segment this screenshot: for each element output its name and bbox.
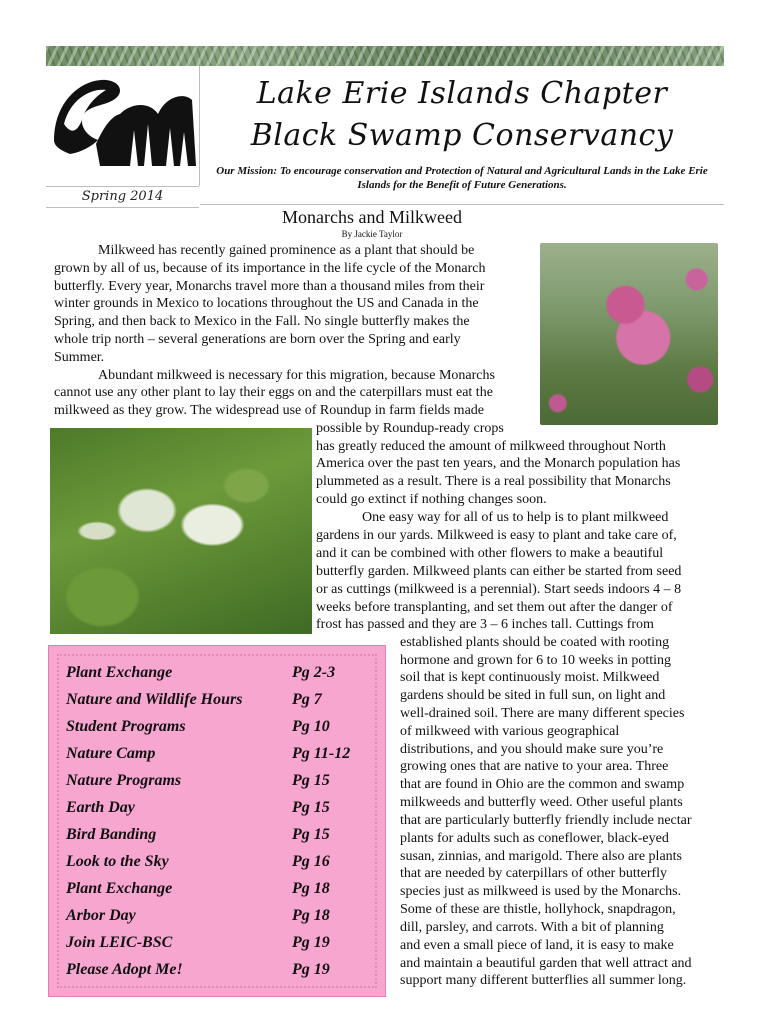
contents-item-label: Nature Camp bbox=[66, 745, 156, 762]
chapter-title: Lake Erie Islands Chapter bbox=[256, 76, 668, 111]
logo bbox=[46, 66, 200, 186]
contents-item-label: Arbor Day bbox=[66, 907, 136, 924]
article-line: milkweeds and butterfly weed. Other useful plants bbox=[400, 795, 683, 810]
contents-item-label: Join LEIC-BSC bbox=[66, 934, 173, 951]
season-label: Spring 2014 bbox=[46, 186, 199, 208]
contents-item-page: Pg 19 bbox=[292, 934, 330, 951]
contents-item[interactable] bbox=[66, 772, 366, 790]
contents-item-page: Pg 15 bbox=[292, 826, 330, 843]
contents-item-label: Nature Programs bbox=[66, 772, 182, 789]
article-title: Monarchs and Milkweed bbox=[282, 207, 462, 227]
article-line: Spring, and then back to Mexico in the Fall. No single butterfly makes the bbox=[54, 314, 470, 329]
article-byline: By Jackie Taylor bbox=[341, 229, 403, 239]
article-line: One easy way for all of us to help is to plant milkweed bbox=[362, 510, 669, 525]
contents-item-label: Please Adopt Me! bbox=[66, 961, 183, 978]
contents-item-page: Pg 18 bbox=[292, 907, 330, 924]
article-line: that are particularly butterfly friendly include nectar bbox=[400, 813, 692, 828]
contents-item-label: Student Programs bbox=[66, 718, 186, 735]
article-line: butterfly. Every year, Monarchs travel more than a thousand miles from their bbox=[54, 279, 485, 294]
article-line: well-drained soil. There are many different species bbox=[400, 706, 685, 721]
contents-item-label: Plant Exchange bbox=[66, 880, 173, 897]
article-line: and it can be combined with other flowers to make a beautiful bbox=[316, 546, 664, 561]
article-line: established plants should be coated with rooting bbox=[400, 635, 670, 650]
article-line: has greatly reduced the amount of milkweed throughout North bbox=[316, 439, 666, 454]
contents-item-label: Bird Banding bbox=[66, 826, 157, 843]
article-line: grown by all of us, because of its importance in the life cycle of the Monarch bbox=[54, 261, 486, 276]
article-line: plummeted as a result. There is a real possibility that Monarchs bbox=[316, 474, 671, 489]
contents-item[interactable] bbox=[66, 853, 366, 871]
contents-item[interactable] bbox=[66, 907, 366, 925]
article-line: or as cuttings (milkweed is a perennial). Start seeds indoors 4 – 8 bbox=[316, 582, 682, 597]
article-line: Some of these are thistle, hollyhock, snapdragon, bbox=[400, 902, 676, 917]
article-line: could go extinct if nothing changes soon. bbox=[316, 492, 547, 507]
divider bbox=[200, 204, 724, 205]
article-line: distributions, and you should make sure you’re bbox=[400, 742, 664, 757]
article-line: cannot use any other plant to lay their eggs on and the caterpillars must eat the bbox=[54, 385, 493, 400]
article-line: that are needed by caterpillars of other butterfly bbox=[400, 866, 668, 881]
article-line: Abundant milkweed is necessary for this migration, because Monarchs bbox=[98, 368, 495, 383]
article-line: plants for adults such as coneflower, black-eyed bbox=[400, 831, 669, 846]
contents-item[interactable] bbox=[66, 934, 366, 952]
contents-item[interactable] bbox=[66, 664, 366, 682]
article-line: and maintain a beautiful garden that well attract and bbox=[400, 956, 692, 971]
contents-item-label: Look to the Sky bbox=[66, 853, 169, 870]
article-line: frost has passed and they are 3 – 6 inches tall. Cuttings from bbox=[316, 617, 654, 632]
article-line: Summer. bbox=[54, 350, 105, 365]
article-line: milkweed as they grow. The widespread use of Roundup in farm fields made bbox=[54, 403, 485, 418]
article-line: soil that is kept continuously moist. Milkweed bbox=[400, 670, 660, 685]
contents-item-page: Pg 7 bbox=[292, 691, 322, 708]
contents-box bbox=[48, 645, 386, 997]
contents-item-page: Pg 15 bbox=[292, 799, 330, 816]
article-line: that are found in Ohio are the common and swamp bbox=[400, 777, 685, 792]
grass-banner bbox=[46, 46, 724, 66]
contents-item[interactable] bbox=[66, 691, 366, 709]
article-line: gardens in our yards. Milkweed is easy to plant and take care of, bbox=[316, 528, 677, 543]
contents-item[interactable] bbox=[66, 745, 366, 763]
contents-item-label: Nature and Wildlife Hours bbox=[66, 691, 243, 708]
contents-item-page: Pg 11-12 bbox=[292, 745, 351, 762]
article-line: weeks before transplanting, and set them out after the danger of bbox=[316, 600, 673, 615]
contents-item-label: Earth Day bbox=[66, 799, 135, 816]
contents-item-page: Pg 10 bbox=[292, 718, 330, 735]
contents-item-page: Pg 18 bbox=[292, 880, 330, 897]
article-line: possible by Roundup-ready crops bbox=[316, 421, 504, 436]
article-line: species just as milkweed is used by the Monarchs. bbox=[400, 884, 682, 899]
article-line: winter grounds in Mexico to locations throughout the US and Canada in the bbox=[54, 296, 479, 311]
article-line: whole trip north – several generations are born over the Spring and early bbox=[54, 332, 461, 347]
article-line: growing ones that are native to your area. Three bbox=[400, 759, 669, 774]
contents-item[interactable] bbox=[66, 826, 366, 844]
contents-item-label: Plant Exchange bbox=[66, 664, 173, 681]
mission-statement: Our Mission: To encourage conservation and Protection of Natural and Agricultural Lands in the Lake Erie Islands for the Benefit of Future Generations. bbox=[216, 165, 708, 191]
contents-item[interactable] bbox=[66, 961, 366, 979]
heron-logo-icon bbox=[46, 66, 199, 186]
contents-item-page: Pg 16 bbox=[292, 853, 330, 870]
swamp-milkweed-photo bbox=[540, 243, 718, 425]
article-line: of milkweed with various geographical bbox=[400, 724, 620, 739]
contents-item-page: Pg 15 bbox=[292, 772, 330, 789]
contents-item[interactable] bbox=[66, 718, 366, 736]
article-line: dill, parsley, and carrots. With a bit of planning bbox=[400, 920, 664, 935]
article-line: support many different butterflies all summer long. bbox=[400, 973, 687, 988]
article-line: Milkweed has recently gained prominence as a plant that should be bbox=[98, 243, 475, 258]
article-line: and even a small piece of land, it is easy to make bbox=[400, 938, 674, 953]
common-milkweed-photo bbox=[50, 428, 312, 634]
contents-item-page: Pg 19 bbox=[292, 961, 330, 978]
article-line: hormone and grown for 6 to 10 weeks in potting bbox=[400, 653, 672, 668]
contents-item[interactable] bbox=[66, 880, 366, 898]
article-line: susan, zinnias, and marigold. There also are plants bbox=[400, 849, 682, 864]
article-line: gardens should be sited in full sun, on light and bbox=[400, 688, 666, 703]
contents-item[interactable] bbox=[66, 799, 366, 817]
contents-item-page: Pg 2-3 bbox=[292, 664, 336, 681]
article-line: America over the past ten years, and the Monarch population has bbox=[316, 456, 681, 471]
organization-title: Black Swamp Conservancy bbox=[250, 118, 674, 153]
article-line: butterfly garden. Milkweed plants can either be started from seed bbox=[316, 564, 682, 579]
